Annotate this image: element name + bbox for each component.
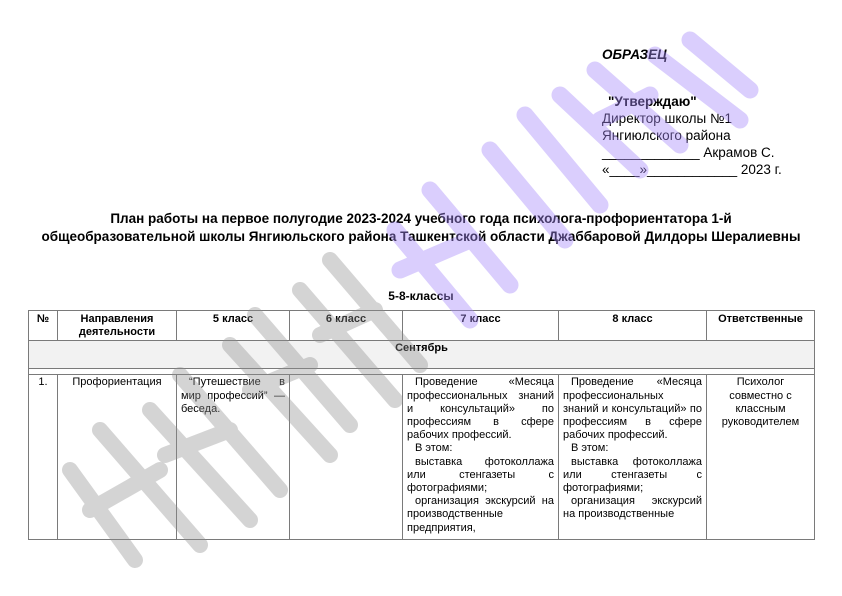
header-grade-5: 5 класс: [177, 311, 290, 341]
signature-line: _____________ Акрамов С.: [602, 145, 775, 160]
month-row: [29, 341, 815, 369]
director-line: Директор школы №1: [602, 111, 732, 126]
row-responsible: Психолог совместно с классным руководителем: [707, 375, 815, 540]
grade-7-para-3: выставка фотоколлажа или стенгазеты с фотографиями;: [407, 455, 554, 495]
grade-5-text: “Путешествие в мир профессий” —беседа.: [181, 376, 285, 415]
grade-8-para-3: выставка фотоколлажа или стенгазеты с фотографиями;: [563, 455, 702, 495]
table-row: [29, 375, 815, 540]
header-grade-6: 6 класс: [290, 311, 403, 341]
row-direction: Профориентация: [58, 375, 177, 540]
row-grade-8: [559, 375, 707, 540]
approval-block: [602, 46, 802, 178]
header-responsible: Ответственные: [707, 311, 815, 341]
sample-label: ОБРАЗЕЦ: [602, 47, 667, 62]
row-grade-6: [290, 375, 403, 540]
grade-7-para-2: В этом:: [415, 442, 453, 455]
grade-8-para-2: В этом:: [571, 442, 609, 455]
header-direction: Направления деятельности: [58, 311, 177, 341]
row-grade-5: [177, 375, 290, 540]
header-grade-8: 8 класс: [559, 311, 707, 341]
header-grade-7: 7 класс: [403, 311, 559, 341]
grade-8-para-4: организация экскурсий на производственные: [563, 495, 702, 521]
header-num: №: [29, 311, 58, 341]
document-title: План работы на первое полугодие 2023-2024 учебного года психолога-профориентатора 1-й общеобразовательной школы Янгиюльского района Ташкентской области Джаббаровой Дилдоры Шералиевны: [41, 211, 801, 244]
table-header-row: [29, 311, 815, 341]
grade-7-para-1: Проведение «Месяца профессиональных знаний и консультаций» по профессиям в сфере рабочих профессий.: [407, 376, 554, 442]
grades-heading: 5-8-классы: [388, 289, 454, 303]
row-num: 1.: [29, 375, 58, 540]
grade-7-para-4: организация экскурсий на производственные предприятия,: [407, 495, 554, 534]
plan-table: [28, 310, 815, 540]
month-label: Сентябрь: [29, 341, 815, 369]
district-line: Янгиюлского района: [602, 128, 731, 143]
row-grade-7: [403, 375, 559, 540]
date-line: «____»____________ 2023 г.: [602, 162, 782, 177]
grade-8-para-1: Проведение «Месяца профессиональных знаний и консультаций» по профессиям в сфере рабочих профессий.: [563, 376, 702, 442]
approve-label: "Утверждаю": [608, 94, 697, 109]
